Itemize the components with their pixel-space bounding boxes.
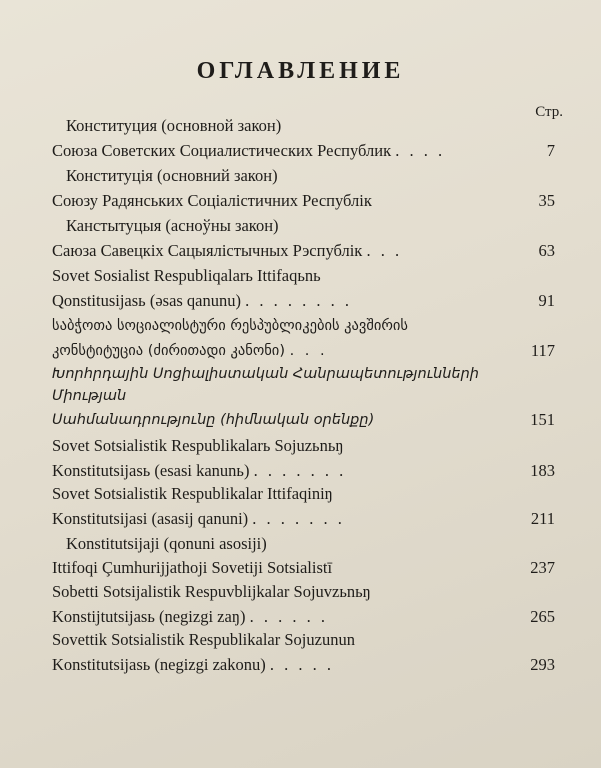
entry-title-line1: Konstitutsijaji (qonuni asosiji) [66,534,267,553]
entry-title-line2: Саюза Савецкіх Сацыялістычных Рэспублік . . . [52,241,403,260]
entry-title-line2: Միության [52,388,127,404]
entry-title-line2: Qonstitusijasь (əsas qanunu) . . . . . . . . [52,291,353,310]
entry-title-line2: Konstitutsijasь (esasi kanunь) . . . . . . . [52,461,347,480]
entry-title-line1: Sobetti Sotsijalistik Respuvblijkalar Sojuvzьnьŋ [52,582,371,601]
entry-title-line1: Sovet Sotsialistik Respublikalarь Sojuzьnьŋ [52,436,344,455]
page-number: 293 [530,655,555,674]
entry-title-line1: საბჭოთა სოციალისტური რესპუბლიკების კავშირის [52,318,408,334]
leader-dots: . . . . . . [249,607,328,626]
leader-dots: . . . . . [269,655,334,674]
leader-dots: . . . . . . . . [245,291,353,310]
entry-title-line2: Konstijtutsijasь (negizgi zaŋ) . . . . . . [52,607,328,626]
entry-title-line1: Sovet Sosialist Respubliqalarь Ittifaqьnь [52,266,321,285]
leader-dots: . . . [366,241,403,260]
page-title: ОГЛАВЛЕНИЕ [196,58,405,84]
entry-title-line2: Konstitutsijasi (asasij qanuni) . . . . . . . [52,509,345,528]
entry-title-line2: Konstitutsijasь (negizgi zakonu) . . . . . [52,655,334,674]
entry-title-line2: Союза Советских Социалистических Республик . . . . [52,141,446,160]
entry-title-line1: Sovettik Sotsialistik Respublikalar Sojuzunun [52,630,355,649]
entry-title-line1: Канстытуцыя (асноўны закон) [66,216,279,235]
page-number: 63 [538,241,555,260]
entry-title-line2: Союзу Радянських Соціалістичних Республік [52,191,372,210]
leader-dots: . . . . . . . [252,509,345,528]
page-number: 91 [538,291,555,310]
page-number: 211 [530,509,555,528]
page-number: 7 [546,141,555,160]
entry-title-line1: Конституция (основной закон) [66,116,282,135]
entry-title-line3: Սահմանադրությունը (հիմնական օրենքը) [52,412,375,428]
entry-title-line2: Ittifoqi Çumhurijjathoji Sovetiji Sotsialistī [52,558,333,577]
page-number: 265 [530,607,555,626]
page-column-label: Стр. [535,104,563,120]
entry-title-line1: Sovet Sotsialistik Respublikalar Ittifaqiniŋ [52,484,333,503]
entry-title-line2: კონსტიტუცია (ძირითადი კანონი) . . . [52,343,328,359]
page-number: 35 [538,191,555,210]
leader-dots: . . . . [395,141,446,160]
leader-dots: . . . . . . . [253,461,347,480]
leader-dots: . . . [289,343,328,359]
entry-title-line1: Խորհրդային Սոցիալիստական Հանրապետությունների [52,366,479,382]
page-number: 183 [530,461,555,480]
page-number: 151 [530,410,555,429]
page-number: 117 [530,341,555,360]
page-number: 237 [530,558,555,577]
entry-title-line1: Конституція (основний закон) [66,166,278,185]
